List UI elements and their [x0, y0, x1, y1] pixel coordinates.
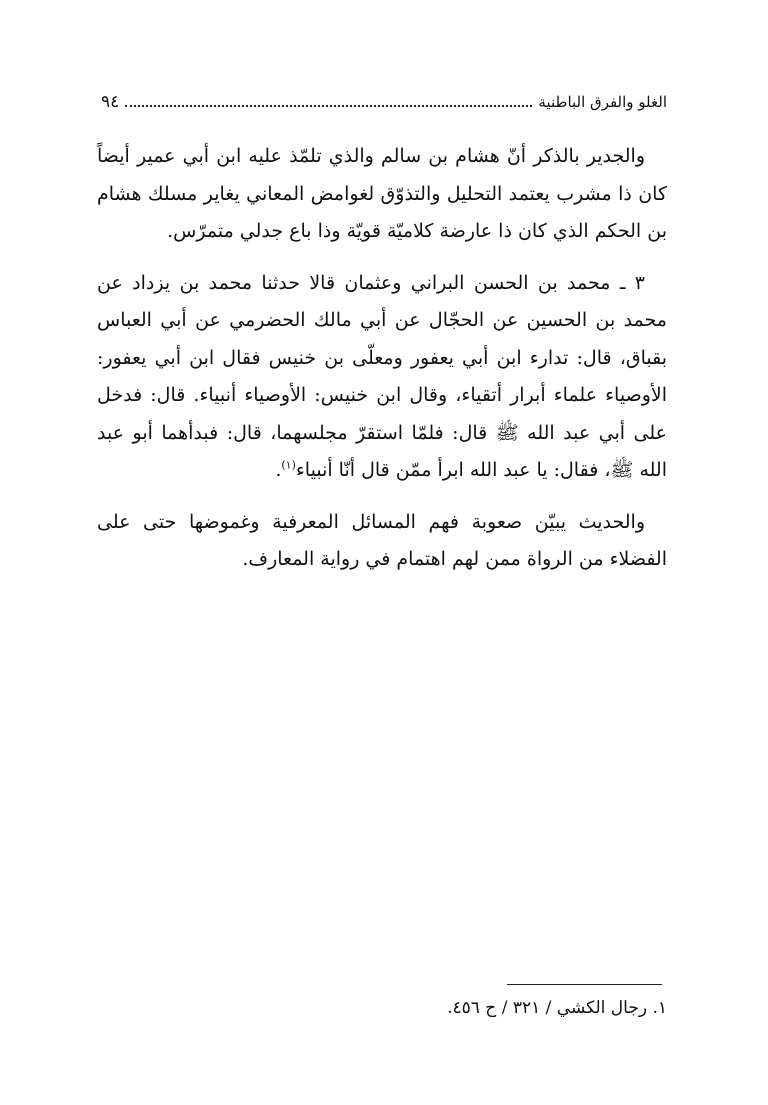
footnote-divider [507, 984, 662, 985]
paragraph-2-text: ٣ ـ محمد بن الحسن البراني وعثمان قالا حدثنا محمد بن يزداد عن محمد بن الحسين عن الحجّال عن أبي مالك الحضرمي عن أبي العباس بقباق، قال: تدارء ابن أبي يعفور ومعلّى بن خنيس فقال ابن أبي يعفور: الأوصياء علماء أبرار أتقياء، وقال ابن خنيس: الأوصياء أنبياء. قال: فدخل على أبي عبد الله ﷺ قال: فلمّا استقرّ مجلسهما، قال: فبدأهما أبو عبد الله ﷺ، فقال: يا عبد الله ابرأ ممّن قال أنّا أنبياء [97, 271, 667, 481]
header-dotted-leader [125, 105, 532, 107]
paragraph-1: والجدير بالذكر أنّ هشام بن سالم والذي تلمّذ عليه ابن أبي عمير أيضاً كان ذا مشرب يعتمد التحليل والتذوّق لغوامض المعاني يغاير مسلك هشام بن الحكم الذي كان ذا عارضة كلاميّة قويّة وذا باع جدلي متمرّس. [97, 145, 667, 242]
page-number: ٩٤ [101, 92, 120, 112]
page-header [97, 88, 667, 116]
paragraph-2: ٣ ـ محمد بن الحسن البراني وعثمان قالا حدثنا محمد بن يزداد عن محمد بن الحسين عن الحجّال عن أبي مالك الحضرمي عن أبي العباس بقباق، قال: تدارء ابن أبي يعفور ومعلّى بن خنيس فقال ابن أبي يعفور: الأوصياء علماء أبرار أتقياء، وقال ابن خنيس: الأوصياء أنبياء. قال: فدخل على أبي عبد الله ﷺ قال: فلمّا استقرّ مجلسهما، قال: فبدأهما أبو عبد الله ﷺ، فقال: يا عبد الله ابرأ ممّن قال أنّا أنبياء$^{(١)}$. [97, 271, 667, 481]
footnote: ١. رجال الكشي / ٣٢١ / ح ٤٥٦. [447, 998, 667, 1018]
running-title: الغلو والفرق الباطنية [538, 93, 667, 111]
paragraph-3: والحديث يبيّن صعوبة فهم المسائل المعرفية وغموضها حتى على الفضلاء من الرواة ممن لهم اهتمام في رواية المعارف. [97, 510, 667, 570]
footnote-marker: (١) [281, 458, 296, 472]
main-text [97, 138, 667, 593]
